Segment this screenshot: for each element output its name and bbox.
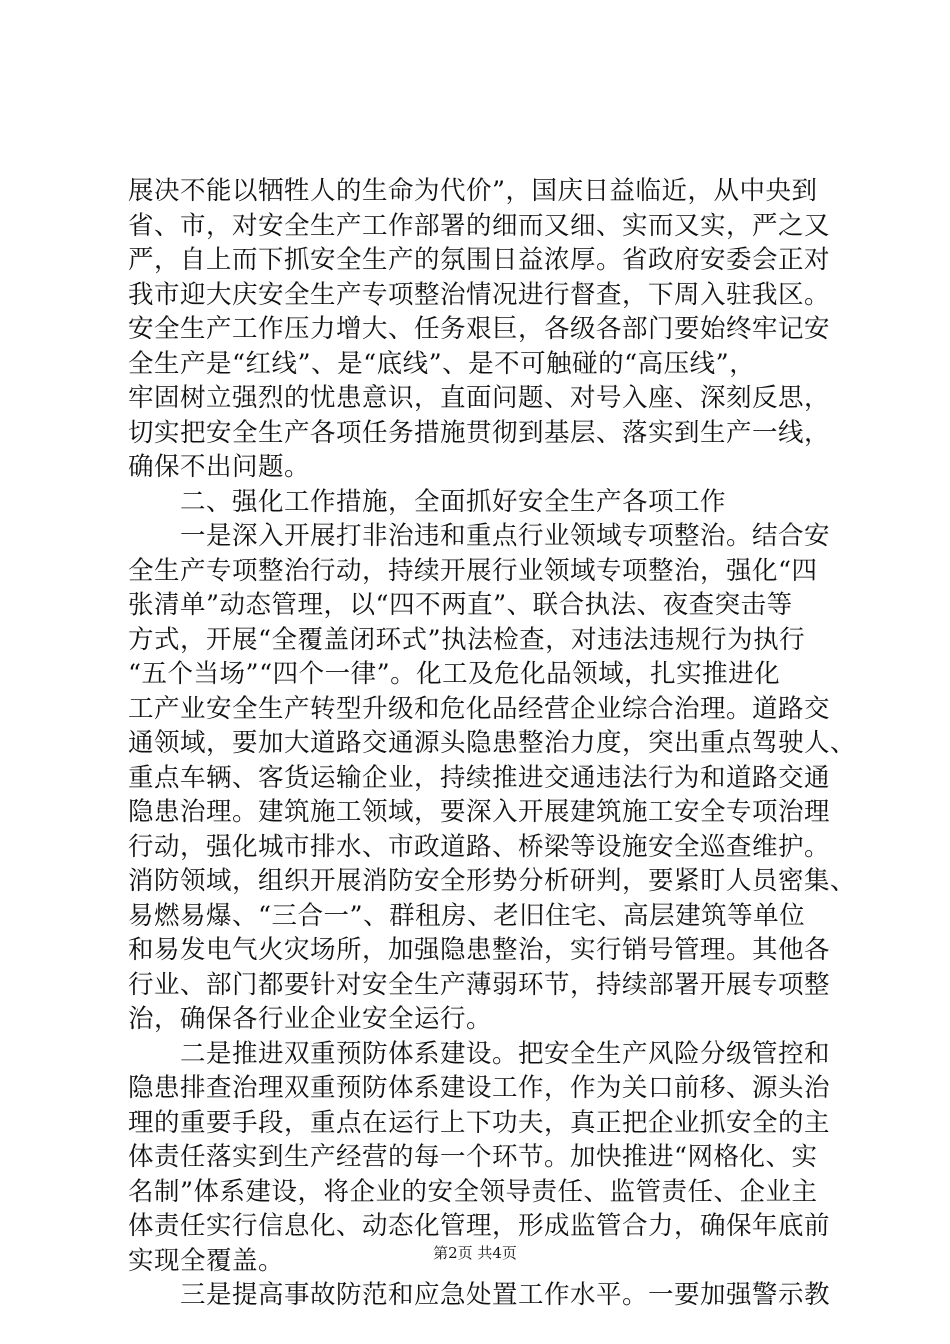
text-line: “五个当场”“四个一律”。化工及危化品领域，扎实推进化 xyxy=(128,659,781,689)
text-line: 易燃易爆、“三合一”、群租房、老旧住宅、高层建筑等单位 xyxy=(128,900,806,931)
text-line: 理的重要手段，重点在运行上下功夫，真正把企业抓安全的主 xyxy=(128,1107,831,1138)
text-line: 展决不能以牺牲人的生命为代价”，国庆日益临近，从中央到 xyxy=(128,176,818,206)
text-line: 行业、部门都要针对安全生产薄弱环节，持续部署开展专项整 xyxy=(128,969,831,1000)
text-line: 方式，开展“全覆盖闭环式”执法检查，对违法违规行为执行 xyxy=(128,624,806,655)
text-line: 我市迎大庆安全生产专项整治情况进行督查，下周入驻我区。 xyxy=(128,279,831,310)
text-line: 体责任实行信息化、动态化管理，形成监管合力，确保年底前 xyxy=(128,1211,831,1241)
text-line: 严，自上而下抓安全生产的氛围日益浓厚。省政府安委会正对 xyxy=(128,245,831,275)
text-line: 隐患治理。建筑施工领域，要深入开展建筑施工安全专项治理 xyxy=(128,797,831,827)
text-line: 张清单”动态管理，以“四不两直”、联合执法、夜查突击等 xyxy=(128,590,793,620)
text-line: 名制”体系建设，将企业的安全领导责任、监管责任、企业主 xyxy=(128,1176,818,1207)
text-line: 三是提高事故防范和应急处置工作水平。一要加强警示教 xyxy=(180,1280,831,1310)
text-line: 重点车辆、客货运输企业，持续推进交通违法行为和道路交通 xyxy=(128,762,831,793)
text-line: 工产业安全生产转型升级和危化品经营企业综合治理。道路交 xyxy=(128,693,831,724)
text-line: 行动，强化城市排水、市政道路、桥梁等设施安全巡查维护。 xyxy=(128,831,831,862)
page-footer: 第2页 共4页 xyxy=(433,1244,517,1262)
text-line: 和易发电气火灾场所，加强隐患整治，实行销号管理。其他各 xyxy=(128,935,831,965)
text-line: 全生产专项整治行动，持续开展行业领域专项整治，强化“四 xyxy=(128,555,818,586)
text-line: 治，确保各行业企业安全运行。 xyxy=(128,1004,493,1034)
text-line: 通领域，要加大道路交通源头隐患整治力度，突出重点驾驶人、 xyxy=(128,728,857,758)
text-line: 隐患排查治理双重预防体系建设工作，作为关口前移、源头治 xyxy=(128,1073,831,1103)
text-line: 二、强化工作措施，全面抓好安全生产各项工作 xyxy=(180,486,727,517)
text-line: 一是深入开展打非治违和重点行业领域专项整治。结合安 xyxy=(180,521,831,551)
document-body xyxy=(128,174,857,1313)
text-line: 实现全覆盖。 xyxy=(128,1245,285,1276)
text-line: 二是推进双重预防体系建设。把安全生产风险分级管控和 xyxy=(180,1038,831,1069)
text-line: 切实把安全生产各项任务措施贯彻到基层、落实到生产一线， xyxy=(128,417,831,448)
text-line: 确保不出问题。 xyxy=(128,452,311,482)
text-line: 体责任落实到生产经营的每一个环节。加快推进“网格化、实 xyxy=(128,1142,818,1172)
text-line: 消防领域，组织开展消防安全形势分析研判，要紧盯人员密集、 xyxy=(128,866,857,896)
text-line: 安全生产工作压力增大、任务艰巨，各级各部门要始终牢记安 xyxy=(128,314,831,344)
text-line: 牢固树立强烈的忧患意识，直面问题、对号入座、深刻反思， xyxy=(128,383,831,413)
text-line: 省、市，对安全生产工作部署的细而又细、实而又实，严之又 xyxy=(128,210,831,241)
text-line: 全生产是“红线”、是“底线”、是不可触碰的“高压线”， xyxy=(128,348,756,379)
